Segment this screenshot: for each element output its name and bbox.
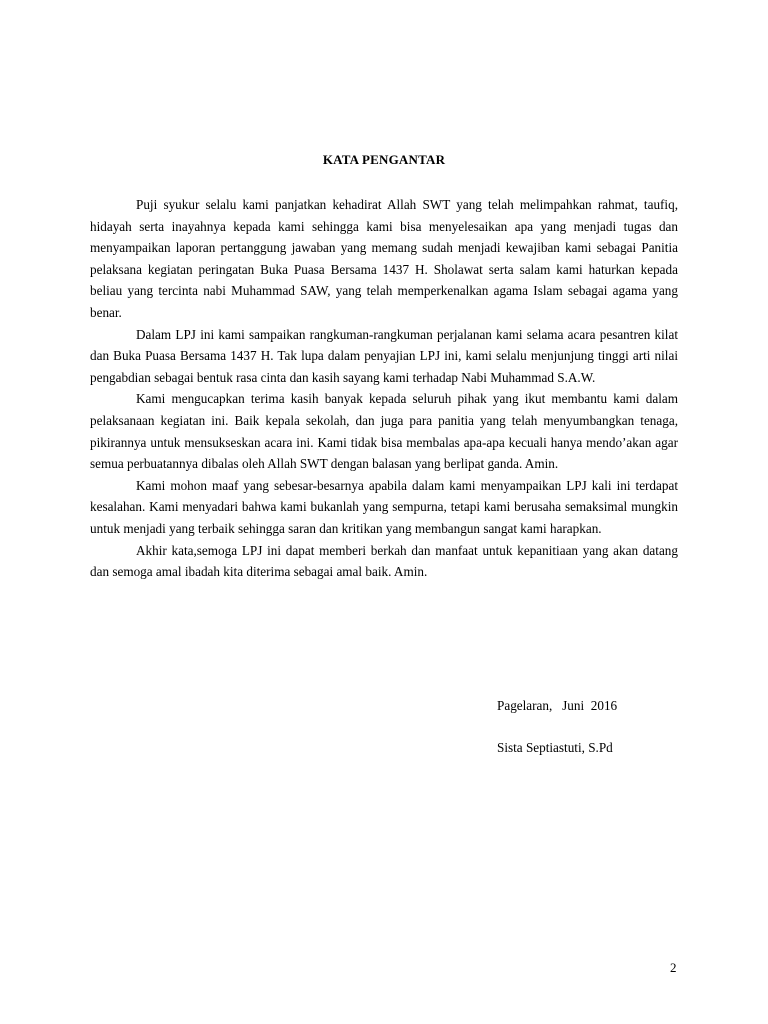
signature-name: Sista Septiastuti, S.Pd xyxy=(497,740,613,755)
body-text xyxy=(90,194,678,583)
page-title: KATA PENGANTAR xyxy=(322,152,446,167)
paragraph-3: Kami mengucapkan terima kasih banyak kepada seluruh pihak yang ikut membantu kami dalam pelaksanaan kegiatan ini. Baik kepala sekolah, dan juga para panitia yang telah menyumbangkan tenaga, pikirannya untuk mensukseskan acara ini. Kami tidak bisa membalas apa-apa kecuali hanya mendo’akan agar semua perbuatannya dibalas oleh Allah SWT dengan balasan yang berlipat ganda. Amin. xyxy=(90,391,678,472)
page-number: 2 xyxy=(670,960,677,975)
signature-place-date: Pagelaran, Juni 2016 xyxy=(497,698,618,713)
paragraph-5: Akhir kata,semoga LPJ ini dapat memberi berkah dan manfaat untuk kepanitiaan yang akan datang dan semoga amal ibadah kita diterima sebagai amal baik. Amin. xyxy=(90,542,678,580)
paragraph-1: Puji syukur selalu kami panjatkan kehadirat Allah SWT yang telah melimpahkan rahmat, taufiq, hidayah serta inayahnya kepada kami sehingga kami bisa menyelesaikan apa yang menjadi tugas dan menyampaikan laporan pertanggung jawaban yang memang sudah menjadi kewajiban kami sebagai Panitia pelaksana kegiatan peringatan Buka Puasa Bersama 1437 H. Sholawat serta salam kami haturkan kepada beliau yang tercinta nabi Muhammad SAW, yang telah memperkenalkan agama Islam sebagai agama yang benar. xyxy=(90,197,678,320)
paragraph-4: Kami mohon maaf yang sebesar-besarnya apabila dalam kami menyampaikan LPJ kali ini terdapat kesalahan. Kami menyadari bahwa kami bukanlah yang sempurna, tetapi kami berusaha semaksimal mungkin untuk menjadi yang terbaik sehingga saran dan kritikan yang membangun sangat kami harapkan. xyxy=(90,477,678,536)
paragraph-2: Dalam LPJ ini kami sampaikan rangkuman-rangkuman perjalanan kami selama acara pesantren kilat dan Buka Puasa Bersama 1437 H. Tak lupa dalam penyajian LPJ ini, kami selalu menjunjung tinggi arti nilai pengabdian sebagai bentuk rasa cinta dan kasih sayang kami terhadap Nabi Muhammad S.A.W. xyxy=(90,326,678,385)
